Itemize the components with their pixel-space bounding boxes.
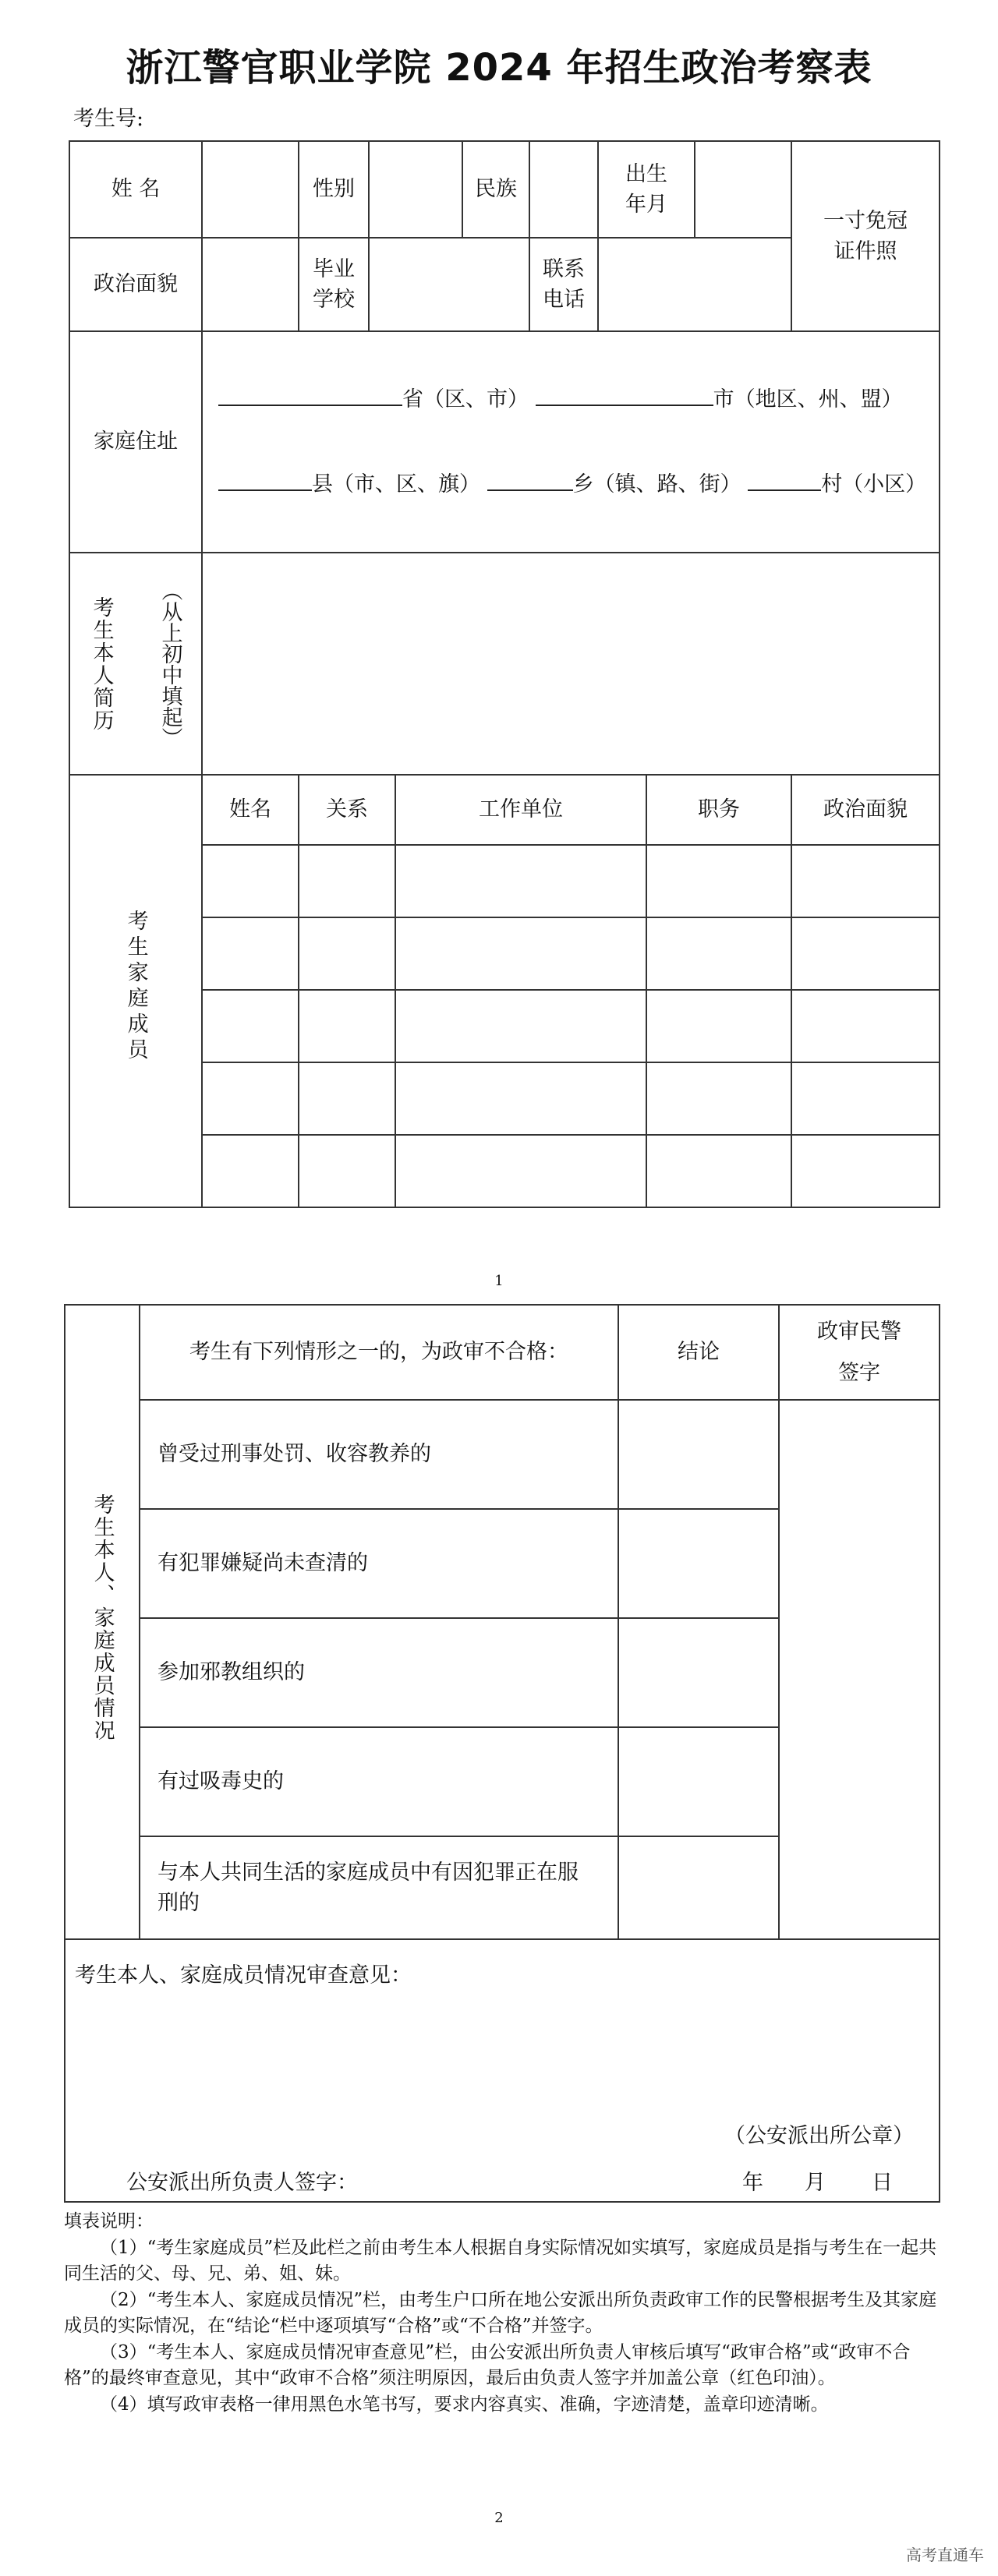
family-header-name: 姓名 <box>202 775 299 845</box>
family-cell[interactable] <box>299 1135 395 1207</box>
condition-item: 有过吸毒史的 <box>140 1727 618 1836</box>
family-cell[interactable] <box>646 1062 791 1135</box>
political-review-form-page2 <box>64 1304 940 2203</box>
conclusion-cell[interactable] <box>618 1509 779 1618</box>
county-blank[interactable] <box>218 471 312 491</box>
police-seal-label: （公安派出所公章） <box>724 2124 914 2148</box>
condition-item: 有犯罪嫌疑尚未查清的 <box>140 1509 618 1618</box>
province-blank[interactable] <box>218 386 402 406</box>
family-cell[interactable] <box>791 917 940 990</box>
review-opinion-box[interactable] <box>65 1939 940 2202</box>
resume-field[interactable] <box>202 553 940 775</box>
condition-header: 考生有下列情形之一的，为政审不合格： <box>140 1305 618 1400</box>
officer-signature-cell[interactable] <box>779 1400 940 1939</box>
family-header-workplace: 工作单位 <box>395 775 646 845</box>
instruction-item: （2）“考生本人、家庭成员情况”栏，由考生户口所在地公安派出所负责政审工作的民警根据考生及其家庭成员的实际情况，在“结论“栏中逐项填写“合格”或“不合格”并签字。 <box>64 2289 937 2337</box>
resume-label <box>69 553 202 775</box>
conclusion-cell[interactable] <box>618 1727 779 1836</box>
fill-instructions <box>64 2209 940 2419</box>
family-cell[interactable] <box>646 845 791 917</box>
family-cell[interactable] <box>202 917 299 990</box>
family-cell[interactable] <box>646 990 791 1062</box>
birth-field[interactable] <box>695 141 791 238</box>
conclusion-cell[interactable] <box>618 1836 779 1939</box>
officer-header <box>779 1305 940 1400</box>
review-opinion-label: 考生本人、家庭成员情况审查意见： <box>75 1963 412 1988</box>
addr-province: 省（区、市） <box>402 387 529 412</box>
city-blank[interactable] <box>536 386 713 406</box>
page-number: 2 <box>494 2510 504 2526</box>
family-cell[interactable] <box>299 917 395 990</box>
resume-label-text: 考生本人简历 <box>89 595 114 732</box>
review-side-label <box>65 1305 140 1939</box>
gender-field[interactable] <box>369 141 462 238</box>
school-label-text: 毕业学校 <box>313 256 355 312</box>
political-status-field[interactable] <box>202 238 299 331</box>
family-cell[interactable] <box>202 1062 299 1135</box>
phone-label-text: 联系电话 <box>543 256 585 312</box>
family-cell[interactable] <box>791 1135 940 1207</box>
phone-label <box>529 238 598 331</box>
name-label: 姓 名 <box>69 141 202 238</box>
family-cell[interactable] <box>202 990 299 1062</box>
town-blank[interactable] <box>487 471 573 491</box>
date-year: 年 <box>742 2171 763 2195</box>
name-field[interactable] <box>202 141 299 238</box>
family-label-text: 考生家庭成员 <box>123 909 148 1064</box>
gender-label: 性别 <box>299 141 369 238</box>
conclusion-cell[interactable] <box>618 1400 779 1509</box>
addr-county: 县（市、区、旗） <box>312 472 480 496</box>
village-blank[interactable] <box>748 471 821 491</box>
family-cell[interactable] <box>299 990 395 1062</box>
family-header-political: 政治面貌 <box>791 775 940 845</box>
political-status-label: 政治面貌 <box>69 238 202 331</box>
condition-item: 曾受过刑事处罚、收容教养的 <box>140 1400 618 1509</box>
officer-header-line2: 签字 <box>838 1361 880 1385</box>
birth-label <box>598 141 695 238</box>
family-cell[interactable] <box>395 845 646 917</box>
family-cell[interactable] <box>299 1062 395 1135</box>
ethnic-field[interactable] <box>529 141 598 238</box>
date-month: 月 <box>805 2171 826 2195</box>
addr-town: 乡（镇、路、街） <box>572 472 741 496</box>
review-side-label-text: 考生本人、家庭成员情况 <box>90 1493 115 1742</box>
condition-item: 参加邪教组织的 <box>140 1618 618 1727</box>
page-number: 1 <box>494 1273 504 1289</box>
school-field[interactable] <box>369 238 529 331</box>
instructions-title: 填表说明： <box>64 2211 154 2231</box>
family-cell[interactable] <box>646 1135 791 1207</box>
family-cell[interactable] <box>202 845 299 917</box>
school-label <box>299 238 369 331</box>
form-title: 浙江警官职业学院 2024 年招生政治考察表 <box>126 46 872 90</box>
addr-village: 村（小区） <box>821 472 927 496</box>
watermark-text: 高考直通车 <box>906 2546 984 2564</box>
conclusion-cell[interactable] <box>618 1618 779 1727</box>
officer-header-line1: 政审民警 <box>817 1319 901 1344</box>
family-header-position: 职务 <box>646 775 791 845</box>
instruction-item: （4）填写政审表格一律用黑色水笔书写，要求内容真实、准确，字迹清楚，盖章印迹清晰。 <box>100 2394 829 2415</box>
phone-field[interactable] <box>598 238 791 331</box>
family-cell[interactable] <box>646 917 791 990</box>
family-cell[interactable] <box>299 845 395 917</box>
family-cell[interactable] <box>395 990 646 1062</box>
address-label: 家庭住址 <box>69 331 202 553</box>
chief-signature-label: 公安派出所负责人签字： <box>126 2171 358 2195</box>
family-cell[interactable] <box>791 845 940 917</box>
conclusion-header: 结论 <box>618 1305 779 1400</box>
resume-note: （从上初中填起） <box>157 579 182 748</box>
address-field[interactable] <box>202 331 940 553</box>
date-day: 日 <box>872 2171 893 2195</box>
family-cell[interactable] <box>395 1062 646 1135</box>
photo-label: 一寸免冠证件照 <box>823 208 908 263</box>
family-cell[interactable] <box>791 990 940 1062</box>
family-cell[interactable] <box>791 1062 940 1135</box>
political-review-form-page1 <box>69 140 940 1208</box>
family-cell[interactable] <box>202 1135 299 1207</box>
family-label <box>69 775 202 1207</box>
family-cell[interactable] <box>395 1135 646 1207</box>
family-header-relation: 关系 <box>299 775 395 845</box>
photo-box[interactable] <box>791 141 940 331</box>
instruction-item: （1）“考生家庭成员”栏及此栏之前由考生本人根据自身实际情况如实填写，家庭成员是指与考生在一起共同生活的父、母、兄、弟、姐、妹。 <box>64 2237 937 2284</box>
addr-city: 市（地区、州、盟） <box>713 387 903 412</box>
family-cell[interactable] <box>395 917 646 990</box>
instruction-item: （3）“考生本人、家庭成员情况审查意见”栏，由公安派出所负责人审核后填写“政审合格”或“政审不合格”的最终审查意见，其中“政审不合格”须注明原因，最后由负责人签字并加盖公章（红色印油）。 <box>64 2341 911 2389</box>
condition-item: 与本人共同生活的家庭成员中有因犯罪正在服刑的 <box>140 1836 618 1939</box>
ethnic-label: 民族 <box>462 141 529 238</box>
birth-label-text: 出生年月 <box>625 161 667 217</box>
exam-number-label: 考生号: <box>73 107 144 131</box>
